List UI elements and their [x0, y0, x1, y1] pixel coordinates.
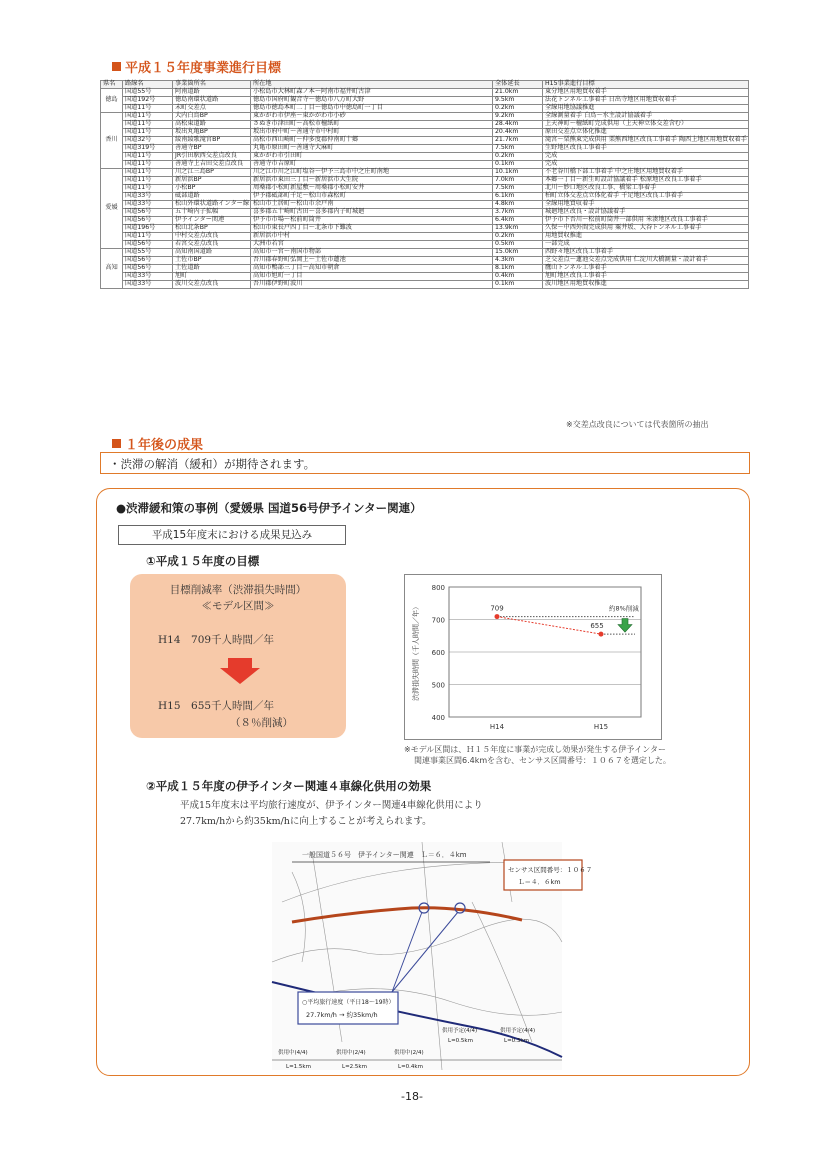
cell-length: 21.7km [493, 137, 543, 145]
cell-route: 国道56号 [123, 209, 173, 217]
cell-project: 高松東道路 [173, 121, 251, 129]
cell-project: 松山北条BP [173, 225, 251, 233]
cell-location: 新居浜市東田三丁目～新居浜市大生院 [251, 177, 493, 185]
expectation-box: ・渋滞の解消（緩和）が期待されます。 [100, 452, 750, 474]
speed-label-1: ○平均旅行速度（平日18～19時） [302, 999, 395, 1006]
cell-location: 坂出市府中町～善通寺市中村町 [251, 129, 493, 137]
cell-goal: 滝宮～栗熊東完成供用 栗熊西地区改良工事着手 陶西上地区用地買収着手 [543, 137, 749, 145]
cell-goal: 波川地区用地買収推進 [543, 281, 749, 289]
cell-project: 砥部道路 [173, 193, 251, 201]
header-goal: H15事業進行目標 [543, 81, 749, 89]
cell-location: 吾川郡伊野町波川 [251, 281, 493, 289]
cell-route: 国道56号 [123, 265, 173, 273]
cell-project: 川之江三島BP [173, 169, 251, 177]
cell-location: 松山市東長戸四丁目～北条市下難波 [251, 225, 493, 233]
cell-project: 新居浜BP [173, 177, 251, 185]
header-length: 全体延長 [493, 81, 543, 89]
cell-project: 小松BP [173, 185, 251, 193]
status-label: 供用予定(4/4) [442, 1028, 478, 1034]
cell-length: 9.5km [493, 97, 543, 105]
length-label: L=1.5km [286, 1064, 311, 1070]
chart-note-2: 関連事業区間6.4kmを含む、センサス区間番号：１０６７を選定した。 [414, 756, 671, 765]
data-label: 709 [490, 604, 504, 613]
length-label: L=0.5km [448, 1038, 473, 1044]
cell-route: 国道56号 [123, 217, 173, 225]
cell-location: 徳島市徳島本町二丁目～徳島市中徳島町一丁目 [251, 105, 493, 113]
reduction-chart-svg [405, 575, 661, 739]
cell-location: 松山市土居町～松山市余戸南 [251, 201, 493, 209]
census-label-1: センサス区間番号：１０６７ [508, 866, 593, 874]
panel-title: ●渋滞緩和策の事例（愛媛県 国道56号伊予インター関連） [116, 501, 422, 515]
data-point [495, 614, 500, 619]
cell-project: 善通寺上吉田交差点改良 [173, 161, 251, 169]
status-label: 供用中(4/4) [278, 1050, 308, 1056]
cell-goal: 全線用地協議推進 [543, 105, 749, 113]
cell-location: 東かがわ市引田町 [251, 153, 493, 161]
cell-goal: 用地買収推進 [543, 233, 749, 241]
cell-route: 国道11号 [123, 177, 173, 185]
goal-line2: ≪モデル区間≫ [201, 600, 275, 612]
y-tick-label: 400 [431, 714, 445, 722]
cell-goal: 全線測量着手 白鳥～水主設計協議着手 [543, 113, 749, 121]
goal-heading: ①平成１５年度の目標 [146, 554, 260, 568]
cell-location: 大洲市若宮 [251, 241, 493, 249]
cell-length: 0.1km [493, 161, 543, 169]
speed-label-2: 27.7km/h → 約35km/h [306, 1011, 378, 1019]
cell-project: 徳島南環状道路 [173, 97, 251, 105]
cell-route: 国道33号 [123, 201, 173, 209]
section-title-text: １年後の成果 [125, 438, 204, 453]
status-label: 供用中(2/4) [394, 1050, 424, 1056]
cell-route: 国道11号 [123, 129, 173, 137]
cell-goal: 西野々地区改良工事着手 [543, 249, 749, 257]
cell-project: 綾南綾歌滝宮BP [173, 137, 251, 145]
cell-length: 6.4km [493, 217, 543, 225]
cell-project: 波川交差点改良 [173, 281, 251, 289]
y-axis-label: 渋滞損失時間（千人時間／年） [412, 603, 420, 701]
cell-location: 丸亀市原田町～善通寺大麻町 [251, 145, 493, 153]
cell-pref: 香川 [101, 113, 123, 169]
section-title-text: 平成１５年度事業進行目標 [125, 61, 282, 76]
census-label-2: Ｌ＝４．６km [518, 878, 561, 886]
cell-project: 若宮交差点改良 [173, 241, 251, 249]
cell-goal: 完成 [543, 153, 749, 161]
cell-location: 徳島市国府町観音寺～徳島市八万町大野 [251, 97, 493, 105]
cell-goal: 法花トンネル工事着手 日出寺地区用地買収着手 [543, 97, 749, 105]
y-tick-label: 500 [431, 681, 445, 690]
cell-project: 伊予インター関連 [173, 217, 251, 225]
cell-goal: 完成 [543, 161, 749, 169]
cell-length: 7.0km [493, 177, 543, 185]
header-pref: 県名 [101, 81, 123, 89]
header-location: 所在地 [251, 81, 493, 89]
cell-project: JR引田駅西交差点改良 [173, 153, 251, 161]
cell-goal: 不老谷川橋下部工事着手 中之庄地区用地買収着手 [543, 169, 749, 177]
cell-goal: 北川～妙口地区改良工事、橋梁工事着手 [543, 185, 749, 193]
cell-route: 国道32号 [123, 137, 173, 145]
cell-goal: 一部完成 [543, 241, 749, 249]
cell-goal: 伊予市下吾川～松前町筒井一部供用 米湊地区改良工事着手 [543, 217, 749, 225]
cell-route: 国道192号 [123, 97, 173, 105]
cell-length: 7.5km [493, 185, 543, 193]
length-label: L=0.4km [398, 1064, 423, 1070]
header-route: 路線名 [123, 81, 173, 89]
square-bullet-icon [112, 62, 121, 71]
cell-location: 高知市鴨部三丁目～高知市朝倉 [251, 265, 493, 273]
cell-goal: 柏町立体交差点立体化着手 千足地区改良工事着手 [543, 193, 749, 201]
cell-goal: 本郷一丁目～新生町設計協議着手 松原地区改良工事着手 [543, 177, 749, 185]
cell-location: 伊予市市場～松前町筒井 [251, 217, 493, 225]
cell-location: 高松市西山崎町～仲多度郡仲南町十郷 [251, 137, 493, 145]
cell-route: 国道56号 [123, 257, 173, 265]
cell-location: 東かがわ市伊座～東かがわ市小砂 [251, 113, 493, 121]
cell-length: 21.0km [493, 89, 543, 97]
cell-location: さぬき市津田町～高松市檀紙町 [251, 121, 493, 129]
cell-project: 阿南道路 [173, 89, 251, 97]
square-bullet-icon [112, 439, 121, 448]
projects-table-body [101, 89, 749, 289]
cell-pref: 愛媛 [101, 169, 123, 249]
chart-note-1: ※モデル区間は、Ｈ１５年度に事業が完成し効果が発生する伊予インター [404, 745, 666, 754]
x-tick-label: H15 [593, 723, 609, 731]
cell-route: 国道11号 [123, 113, 173, 121]
cell-length: 0.4km [493, 273, 543, 281]
section-title-results [112, 434, 203, 453]
y-tick-label: 700 [431, 616, 445, 625]
cell-length: 4.3km [493, 257, 543, 265]
effect-heading: ②平成１５年度の伊予インター関連４車線化供用の効果 [146, 779, 432, 793]
cell-route: 国道55号 [123, 249, 173, 257]
cell-location: 喜多郡五十崎町古田～喜多郡内子町城廻 [251, 209, 493, 217]
length-label: L=0.3km [504, 1038, 529, 1044]
cell-length: 20.4km [493, 129, 543, 137]
table-note: ※交差点改良については代表箇所の抽出 [566, 420, 709, 429]
status-label: 供用予定(4/4) [500, 1028, 536, 1034]
goal-line1: 目標削減率（渋滞損失時間） [169, 584, 307, 596]
cell-goal: 旭町地区改良工事着手 [543, 273, 749, 281]
cell-goal: 城廻地区改良・設計協議着手 [543, 209, 749, 217]
y-tick-label: 600 [431, 649, 445, 657]
cell-project: 坂出丸亀BP [173, 129, 251, 137]
table-row [101, 265, 749, 273]
cell-route: 国道319号 [123, 145, 173, 153]
cell-project: 旭町 [173, 273, 251, 281]
cell-goal: 原田交差点立体化推進 [543, 129, 749, 137]
effect-text-1: 平成15年度末は平均旅行速度が、伊予インター関連4車線化供用により [180, 800, 483, 811]
cell-goal: 鷹山トンネル工事着手 [543, 265, 749, 273]
goal-h14: H14 709千人時間／年 [158, 634, 275, 646]
cell-project: 大内白鳥BP [173, 113, 251, 121]
cell-route: 国道33号 [123, 281, 173, 289]
cell-length: 0.2km [493, 153, 543, 161]
speed-box [298, 992, 398, 1024]
cell-route: 国道196号 [123, 225, 173, 233]
cell-route: 国道11号 [123, 161, 173, 169]
length-label: L=2.5km [342, 1064, 367, 1070]
cell-location: 伊予郡砥部町千足～松山市森松町 [251, 193, 493, 201]
projects-table [100, 80, 749, 289]
cell-goal: 久保～中西外間完成供用 粟井坂、大谷トンネル工事着手 [543, 225, 749, 233]
cell-length: 7.5km [493, 145, 543, 153]
cell-project: 高知南国道路 [173, 249, 251, 257]
cell-route: 国道55号 [123, 89, 173, 97]
cell-length: 8.1km [493, 265, 543, 273]
cell-length: 4.8km [493, 201, 543, 209]
cell-project: 土佐道路 [173, 265, 251, 273]
cell-location: 新居浜市中村 [251, 233, 493, 241]
cell-goal: 生野地区改良工事着手 [543, 145, 749, 153]
cell-route: 国道33号 [123, 193, 173, 201]
cell-location: 小松島市大林町森ノ本～阿南市福井町古津 [251, 89, 493, 97]
cell-project: 末町交差点 [173, 105, 251, 113]
route-map [272, 842, 593, 1070]
x-tick-label: H14 [489, 723, 505, 731]
panel-subtitle: 平成15年度末における成果見込み [118, 525, 346, 545]
cell-goal: 上天神町～檀紙町完成供用（上天神立体交差含む） [543, 121, 749, 129]
cell-route: 国道11号 [123, 169, 173, 177]
cell-location: 吾川郡春野町弘岡上～土佐市蓮池 [251, 257, 493, 265]
cell-length: 13.9km [493, 225, 543, 233]
cell-route: 国道33号 [123, 273, 173, 281]
cell-location: 川之江市川之江町塩谷～伊予三島市中之庄町南地 [251, 169, 493, 177]
header-project: 事業箇所名 [173, 81, 251, 89]
cell-goal: 東分地区用地買収着手 [543, 89, 749, 97]
cell-location: 周桑郡小松町新屋敷～周桑郡小松町安井 [251, 185, 493, 193]
cell-pref: 徳島 [101, 89, 123, 113]
effect-text-2: 27.7km/hから約35km/hに向上することが考えられます。 [180, 816, 432, 827]
down-arrow-icon [220, 658, 260, 684]
goal-pct: （８％削減） [230, 717, 293, 729]
cell-route: 国道11号 [123, 233, 173, 241]
y-tick-label: 800 [431, 584, 445, 592]
cell-length: 0.2km [493, 233, 543, 241]
data-label: 655 [590, 622, 604, 631]
page-number: -18- [401, 1090, 423, 1103]
cell-location: 高知市一宮～南国市物部 [251, 249, 493, 257]
cell-project: 中村交差点改良 [173, 233, 251, 241]
goal-h15: H15 655千人時間／年 [158, 700, 275, 712]
cell-length: 6.1km [493, 193, 543, 201]
goal-box [130, 574, 346, 738]
section-title-targets [112, 57, 281, 76]
cell-length: 28.4km [493, 121, 543, 129]
reduction-annotation: 約8%削減 [609, 604, 639, 613]
cell-length: 0.5km [493, 241, 543, 249]
cell-project: 松山外環状道路インター線 [173, 201, 251, 209]
cell-goal: 芝交差点～蓮池交差点完成供用 仁淀川大橋測量・設計着手 [543, 257, 749, 265]
cell-project: 善通寺BP [173, 145, 251, 153]
cell-length: 10.1km [493, 169, 543, 177]
table-row [101, 281, 749, 289]
cell-length: 0.1km [493, 281, 543, 289]
status-label: 供用中(2/4) [336, 1050, 366, 1056]
reduction-chart [404, 574, 662, 740]
cell-route: 国道11号 [123, 153, 173, 161]
cell-location: 善通寺市吉原町 [251, 161, 493, 169]
data-point [599, 632, 604, 637]
cell-route: 国道56号 [123, 241, 173, 249]
cell-pref: 高知 [101, 249, 123, 289]
cell-route: 国道11号 [123, 185, 173, 193]
cell-route: 国道11号 [123, 105, 173, 113]
cell-length: 0.2km [493, 105, 543, 113]
cell-project: 土佐市BP [173, 257, 251, 265]
cell-location: 高知市旭町一丁目 [251, 273, 493, 281]
cell-project: 五十崎内子拡幅 [173, 209, 251, 217]
map-top-label: 一般国道５６号 伊予インター関連 Ｌ＝６．４km [302, 851, 467, 859]
cell-goal: 全線用地買収着手 [543, 201, 749, 209]
cell-length: 3.7km [493, 209, 543, 217]
cell-length: 15.0km [493, 249, 543, 257]
cell-route: 国道11号 [123, 121, 173, 129]
cell-length: 9.2km [493, 113, 543, 121]
